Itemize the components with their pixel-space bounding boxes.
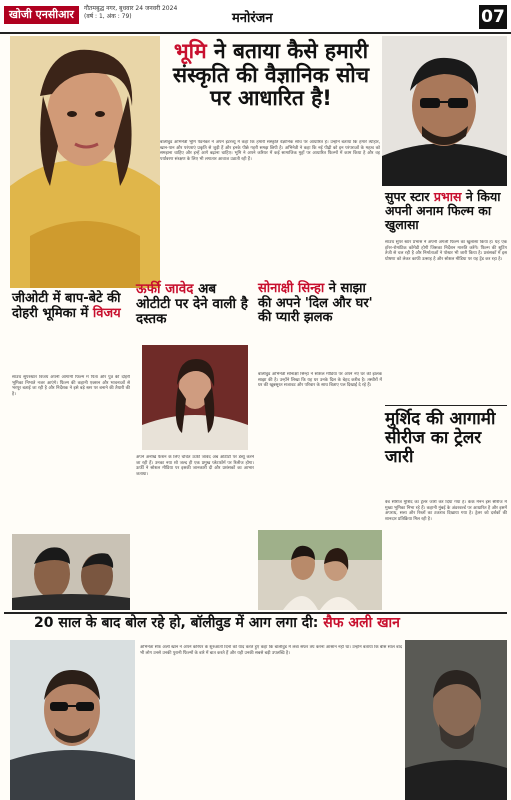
murshid-article-body: वेब सीरीज मुर्शिद का ट्रेलर जारी कर दिया गया है। केके मेनन इस सीरीज में मुख्य भूमिका निभा रहे हैं। कहानी मुंबई के अंडरवर्ल्ड पर आधारित है और इसमें अपराध, सत्ता और रिश्तों का टकराव दिखाया गया है। ट्रेलर को दर्शकों की शानदार प्रतिक्रिया मिल रही है।: [385, 500, 507, 522]
saif-article-body: अभिनेता सैफ अली खान ने अपने करियर के शुरुआती दिनों को याद करते हुए कहा कि बॉलीवुड में लंबा सफर तय करना आसान नहीं था। उन्होंने बताया कि बीस साल बाद भी लोग उनसे उनकी पुरानी फिल्मों के बारे में बात करते हैं और यही उनकी सबसे बड़ी उपलब्धि है।: [140, 645, 402, 656]
sonakshi-headline: सोनाक्षी सिन्हा ने साझा की अपने 'दिल और घर' की प्यारी झलक: [258, 281, 373, 326]
section-title: मनोरंजन: [232, 11, 273, 26]
prabhas-article-body: साउथ सुपर स्टार प्रभास ने अपनी अगली फिल्म का खुलासा किया है। यह एक हॉरर-रोमांटिक कॉमेडी होगी जिसका निर्देशन मारुति करेंगे। फिल्म की शूटिंग तेजी से चल रही है और निर्माताओं ने पोस्टर भी जारी किया है। प्रशंसकों में इस घोषणा को लेकर काफी उत्साह है और सोशल मीडिया पर यह ट्रेंड कर रहा है।: [385, 240, 507, 262]
vijay-headline: जीओटी में बाप-बेटे की दोहरी भूमिका में विजय: [12, 291, 121, 321]
sonakshi-photo: [258, 530, 382, 610]
prabhas-headline: सुपर स्टार प्रभास ने किया अपनी अनाम फिल्म का खुलासा: [385, 189, 501, 232]
urfi-headline: ऊर्फी जावेद अब ओटीटी पर देने वाली है दस्तक: [136, 281, 248, 328]
page-number: 07: [479, 5, 507, 29]
masthead-dateline: गौतमबुद्ध नगर, बुधवार 24 जनवरी 2024 (वर्ष : 1, अंक : 79): [84, 5, 178, 20]
saif-headline: 20 साल के बाद बोल रहे हो, बॉलीवुड में आग लगा दी: सैफ अली खान: [34, 615, 400, 631]
murshid-top-rule: [385, 405, 507, 406]
section-divider: [4, 612, 507, 614]
saif-photo: [10, 640, 135, 800]
masthead: [0, 0, 511, 34]
bhumi-headline: भूमि ने बताया कैसे हमारी संस्कृति की वैज्ञानिक सोच पर आधारित है!: [172, 39, 370, 111]
vijay-photo: [12, 534, 130, 610]
prabhas-photo: [382, 36, 507, 186]
murshid-headline: मुर्शिद की आगामी सीरीज का ट्रेलर जारी: [385, 409, 496, 468]
vijay-article-body: साउथ सुपरस्टार विजय अपनी आगामी फिल्म में पिता और पुत्र की दोहरी भूमिका निभाते नजर आएंगे। फिल्म की कहानी एक्शन और भावनाओं से भरपूर बताई जा रही है और निर्देशक ने इसे बड़े स्तर पर बनाने की तैयारी की है।: [12, 375, 130, 397]
bhumi-article-body: बॉलीवुड अभिनेत्री भूमि पेडनेकर ने अपने इंटरव्यू में कहा कि हमारी संस्कृति वैज्ञानिक सोच पर आधारित है। उन्होंने बताया कि हमारे त्योहार, खान-पान और परंपराएं प्रकृति से जुड़ी हैं और इनके पीछे गहरी समझ छिपी है। अभिनेत्री ने कहा कि नई पीढ़ी को इन परंपराओं के महत्व को समझना चाहिए और इन्हें आगे बढ़ाना चाहिए। भूमि ने अपने करियर में कई सामाजिक मुद्दों पर आधारित फिल्मों में काम किया है और वह पर्यावरण संरक्षण के लिए भी लगातार आवाज उठाती रही हैं।: [160, 140, 380, 162]
murshid-kk-photo: [405, 640, 507, 800]
sonakshi-article-body: बॉलीवुड अभिनेत्री सोनाक्षी सिन्हा ने सोशल मीडिया पर अपने नए घर की झलक साझा की है। उन्होंने लिखा कि यह घर उनके दिल के बेहद करीब है। तस्वीरों में घर की खूबसूरत सजावट और परिवार के साथ बिताए पल दिखाई दे रहे हैं।: [258, 372, 382, 389]
bhumi-photo: [10, 36, 160, 288]
urfi-photo: [142, 345, 248, 450]
newspaper-name: खोजी एनसीआर: [4, 6, 79, 24]
urfi-article-body: अपने अनोखे फैशन के लिए चर्चित ऊर्फी जावेद अब ओटीटी पर डेब्यू करने जा रही हैं। उनका नया शो जल्द ही एक प्रमुख प्लेटफॉर्म पर रिलीज होगा। ऊर्फी ने सोशल मीडिया पर इसकी जानकारी दी और प्रशंसकों का आभार जताया।: [136, 455, 254, 477]
